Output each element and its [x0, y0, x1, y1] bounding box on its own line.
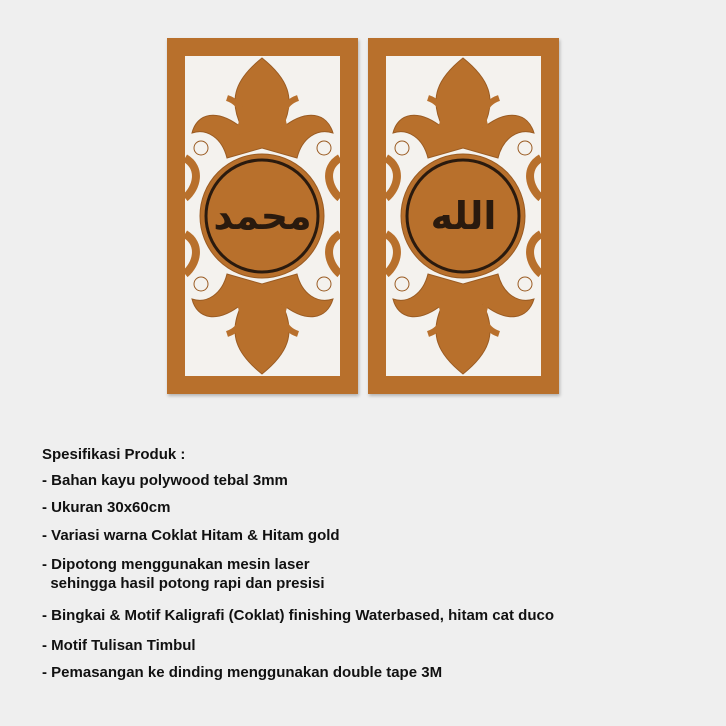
calligraphy-text: الله	[430, 194, 497, 238]
spec-title: Spesifikasi Produk :	[42, 446, 186, 463]
calligraphy-panel-allah	[368, 38, 559, 394]
spec-item: - Dipotong menggunakan mesin laser	[42, 556, 310, 573]
calligraphy-panel-muhammad	[167, 38, 358, 394]
spec-item: - Ukuran 30x60cm	[42, 499, 171, 516]
spec-item: - Variasi warna Coklat Hitam & Hitam gold	[42, 527, 340, 544]
spec-item: - Bahan kayu polywood tebal 3mm	[42, 472, 288, 489]
spec-item: - Bingkai & Motif Kaligrafi (Coklat) finishing Waterbased, hitam cat duco	[42, 607, 554, 624]
spec-item: - Motif Tulisan Timbul	[42, 637, 196, 654]
calligraphy-text: محمد	[213, 194, 312, 238]
spec-item: sehingga hasil potong rapi dan presisi	[42, 575, 325, 592]
spec-item: - Pemasangan ke dinding menggunakan double tape 3M	[42, 664, 443, 681]
